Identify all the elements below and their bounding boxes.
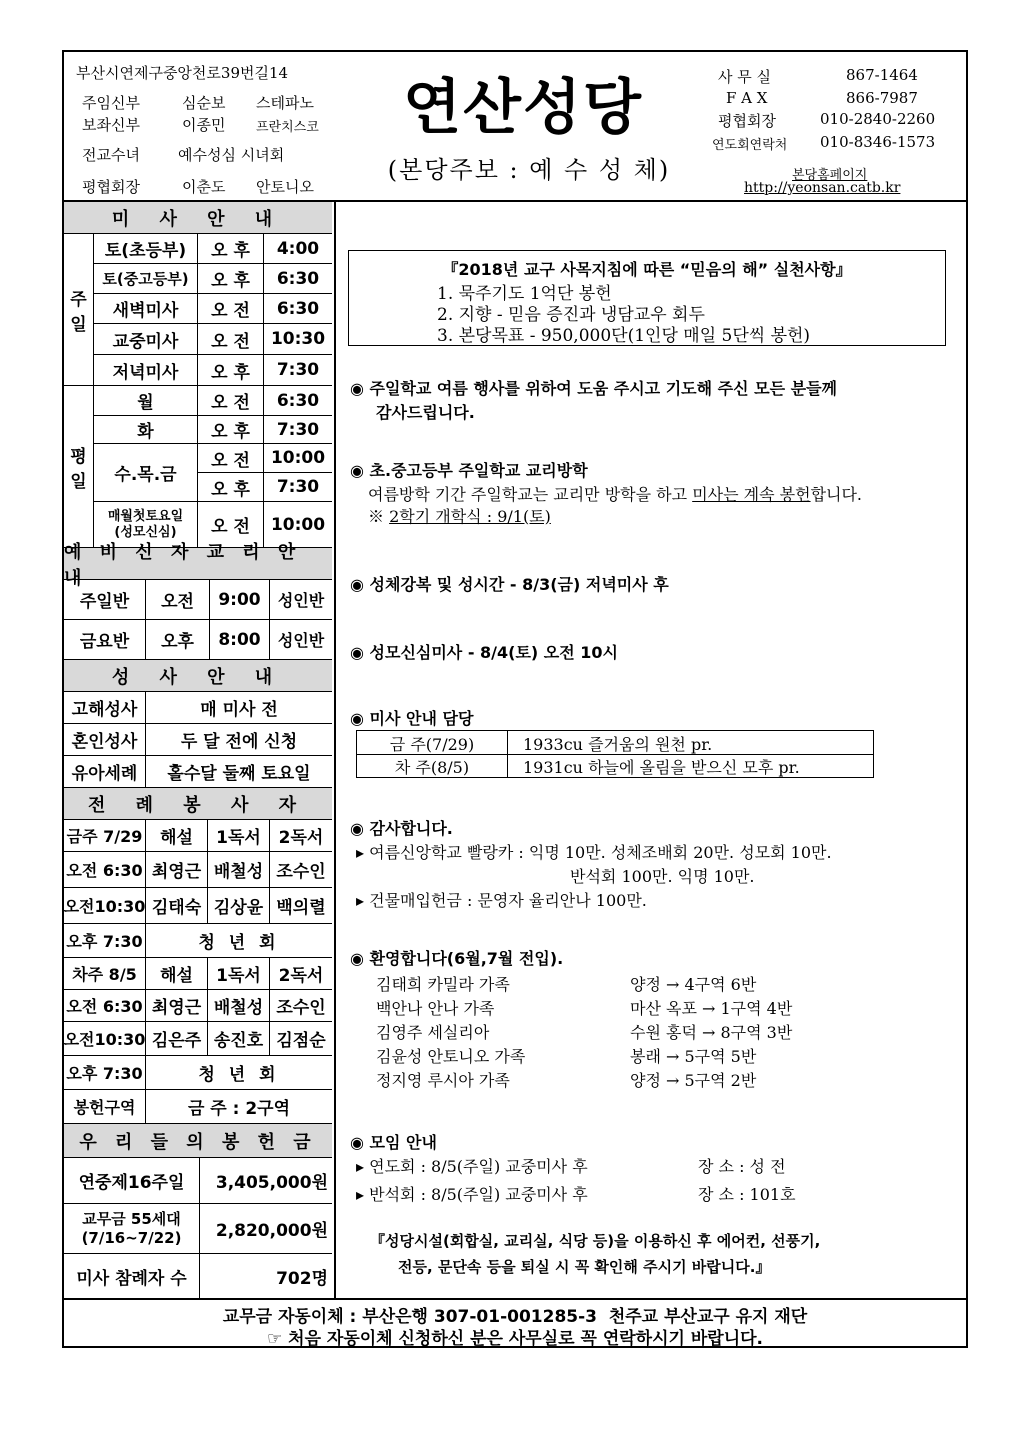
facility-notice: 『성당시설(회합실, 교리실, 식당 등)을 이용하신 후 에어컨, 선풍기, [370,1232,821,1250]
class-ampm: 오전 [146,580,210,619]
contact-label: 사 무 실 [718,68,772,86]
liturgy-evening-row [64,924,332,958]
welcome-move: 양정 → 4구역 6반 [630,975,757,994]
notice-welcome-title: ◉ 환영합니다(6월,7월 전입). [350,949,564,968]
liturgy-person: 백의렬 [276,898,326,918]
notice-adoration: ◉ 성체강복 및 성시간 - 8/3(금) 저녁미사 후 [350,575,669,594]
liturgy-row [64,1022,332,1056]
notice-marian-mass: ◉ 성모신심미사 - 8/4(토) 오전 10시 [350,643,619,662]
mass-time: 7:30 [276,419,320,440]
left-column [64,202,336,1298]
liturgy-row [64,888,332,924]
liturgy-group: 청 년 회 [198,933,280,953]
notice-thanks-summer: ◉ 주일학교 여름 행사를 위하여 도움 주시고 기도해 주신 모든 분들께 [350,379,837,398]
liturgy-person: 배철성 [208,990,270,1021]
mass-name: 저녁미사 [94,355,198,385]
catechumen-heading: 예 비 신 자 교 리 안 내 [64,548,332,580]
staff-name: 예수성심 시녀회 [178,146,285,164]
mass-name: 토(초등부) [94,234,198,263]
liturgy-person: 김점순 [276,1031,326,1051]
facility-notice: 전등, 문단속 등을 퇴실 시 꼭 확인해 주시기 바랍니다.』 [398,1258,771,1276]
contact-value: 010-8346-1573 [820,133,936,151]
mass-row [94,355,332,386]
mass-ampm: 오 후 [198,264,264,293]
liturgy-col: 2독서 [278,966,324,986]
mass-duty-row [357,731,873,755]
mass-name: 수.목.금 [94,444,198,501]
liturgy-person: 최영근 [146,990,208,1021]
duty-week: 차 주(8/5) [394,758,470,777]
staff-role: 평협회장 [82,178,140,196]
class-group: 성인반 [277,591,325,610]
mass-name: 새벽미사 [94,294,198,323]
offering-row [64,1158,332,1204]
liturgy-col: 해설 [146,958,208,989]
staff-baptismal: 프란치스코 [256,120,319,135]
mass-ampm: 오 전 [198,324,264,354]
staff-role: 주임신부 [82,94,140,112]
staff-role: 전교수녀 [82,146,140,164]
contact-value: 866-7987 [846,89,918,107]
mass-ampm: 오 후 [198,234,264,263]
offering-row [64,1254,332,1298]
vacation-text-emphasis: 미사는 계속 봉헌 [692,485,811,504]
meeting-place: 장 소 : 성 전 [698,1157,786,1176]
staff-name: 이종민 [182,116,226,134]
liturgy-time: 오전 6:30 [64,990,146,1021]
mass-time-row [198,473,332,502]
liturgy-person: 김태숙 [146,888,208,923]
notice-thanks-title: ◉ 감사합니다. [350,819,453,838]
liturgy-col: 1독서 [208,958,270,989]
liturgy-person: 김은주 [146,1022,208,1055]
class-time: 9:00 [210,580,270,619]
liturgy-col: 1독서 [208,820,270,851]
liturgy-row [64,852,332,888]
offering-label: 교무금 55세대 (7/16~7/22) [64,1204,200,1253]
mass-guide-heading: 미 사 안 내 [64,202,332,234]
catechumen-row [64,620,332,660]
thanks-line: 반석회 100만. 익명 10만. [570,867,755,886]
mass-name: 교중미사 [94,324,198,354]
sacrament-name: 유아세례 [64,756,146,787]
welcome-name: 정지영 루시아 가족 [376,1071,510,1090]
offering-value: 2,820,000원 [215,1221,328,1241]
mass-row [94,234,332,264]
mass-time: 6:30 [276,268,320,289]
mass-time: 10:00 [270,448,326,468]
meeting-text: ▸ 연도회 : 8/5(주일) 교중미사 후 [356,1157,588,1176]
staff-baptismal: 스테파노 [256,94,314,112]
contact-value: 867-1464 [846,66,918,84]
mass-row [94,416,332,444]
class-name: 주일반 [64,580,146,619]
sacrament-name: 혼인성사 [64,724,146,755]
mass-ampm: 오 전 [198,444,264,472]
mass-time: 6:30 [276,298,320,319]
mass-name: 월 [94,386,198,415]
mass-name: 토(중고등부) [94,264,198,293]
liturgy-person: 송진호 [208,1022,270,1055]
offerings-heading: 우 리 들 의 봉 헌 금 [64,1124,332,1158]
liturgy-week: 금주 7/29 [64,820,146,851]
footer-line: 교무금 자동이체 : 부산은행 307-01-001285-3 천주교 부산교구 유지 재단 [222,1307,808,1327]
offering-zone-row [64,1090,332,1124]
header [64,52,966,202]
mass-time: 4:00 [276,238,320,259]
liturgy-col: 해설 [146,820,208,851]
welcome-name: 김태희 카밀라 가족 [376,975,510,994]
class-name: 금요반 [64,620,146,659]
mass-ampm: 오 후 [198,416,264,443]
notice-vacation-note [368,504,551,527]
mass-ampm: 오 후 [198,355,264,385]
contact-value: 010-2840-2260 [820,110,936,128]
vacation-text: 합니다. [810,485,863,504]
bulletin-frame [62,50,968,1348]
welcome-move: 양정 → 5구역 2반 [630,1071,757,1090]
class-time: 8:00 [210,620,270,659]
pastoral-item: 2. 지향 - 믿음 증진과 냉담교우 회두 [437,305,705,325]
notice-thanks-summer-2: 감사드립니다. [376,403,475,422]
liturgy-row [64,990,332,1022]
sacrament-row [64,756,332,788]
pastoral-box [348,250,946,346]
mass-row [94,324,332,355]
sacrament-name: 고해성사 [64,692,146,723]
address: 부산시연제구중앙천로39번길14 [76,64,289,82]
liturgy-week-row [64,820,332,852]
mass-duty-table [356,730,874,778]
mass-name: 화 [94,416,198,443]
contact-label: 평협회장 [718,112,776,130]
liturgy-time: 오후 7:30 [64,924,146,957]
staff-name: 심순보 [182,94,226,112]
mass-time: 6:30 [276,390,320,411]
catechumen-row [64,580,332,620]
mass-time-row [198,444,332,473]
meeting-place: 장 소 : 101호 [698,1185,796,1204]
sacrament-value: 매 미사 전 [200,700,278,720]
offering-value: 3,405,000원 [215,1173,328,1193]
offering-zone-value: 금 주 : 2구역 [187,1099,291,1119]
note-mark: ※ [368,507,390,526]
sacrament-value: 두 달 전에 신청 [180,732,298,752]
liturgy-week-row [64,958,332,990]
mass-time: 10:30 [270,329,326,349]
footer-line: ☞ 처음 자동이체 신청하신 분은 사무실로 꼭 연락하시기 바랍니다. [266,1329,764,1349]
homepage-link[interactable]: http://yeonsan.catb.kr [744,180,901,196]
note-text: 2학기 개학식 : 9/1(토) [389,507,551,526]
welcome-name: 백안나 안나 가족 [376,999,495,1018]
liturgy-person: 조수인 [276,862,326,882]
staff-role: 보좌신부 [82,116,140,134]
duty-week: 금 주(7/29) [389,735,475,754]
staff-name: 이춘도 [182,178,226,196]
liturgy-time: 오전10:30 [64,888,146,923]
mass-ampm: 오 전 [198,502,264,547]
welcome-name: 김윤성 안토니오 가족 [376,1047,526,1066]
liturgy-time: 오후 7:30 [64,1056,146,1089]
liturgy-time: 오전10:30 [64,1022,146,1055]
duty-detail: 1933cu 즐거움의 원천 pr. [523,735,713,754]
offering-row [64,1204,332,1254]
mass-time: 7:30 [276,477,320,497]
sunday-label: 주 일 [64,234,94,385]
staff-baptismal: 안토니오 [256,178,314,196]
sacrament-value: 홀수달 둘째 토요일 [167,764,311,784]
mass-time: 10:00 [270,514,326,535]
contact-label: 연도회연락처 [712,138,788,153]
homepage-label: 본당홈페이지 [792,168,868,183]
liturgy-evening-row [64,1056,332,1090]
meeting-text: ▸ 반석회 : 8/5(주일) 교중미사 후 [356,1185,588,1204]
liturgy-person: 조수인 [276,998,326,1018]
notice-meeting-title: ◉ 모임 안내 [350,1133,437,1152]
liturgy-time: 오전 6:30 [64,852,146,887]
mass-row [94,386,332,416]
welcome-move: 봉래 → 5구역 5반 [630,1047,757,1066]
sacrament-row [64,724,332,756]
mass-ampm: 오 전 [198,386,264,415]
offering-label: 연중제16주일 [64,1158,200,1203]
class-group: 성인반 [277,631,325,650]
mass-ampm: 오 후 [198,473,264,501]
page-subtitle: (본당주보 : 예 수 성 체) [387,156,671,184]
mass-name: 매월첫토요일 (성모신심) [94,502,198,547]
welcome-name: 김영주 세실리아 [376,1023,490,1042]
liturgy-person: 최영근 [146,852,208,887]
pastoral-title: 『2018년 교구 사목지침에 따른 “믿음의 해” 실천사항』 [442,260,852,279]
notice-mass-duty-title: ◉ 미사 안내 담당 [350,709,474,728]
weekday-label: 평 일 [64,386,94,547]
liturgy-group: 청 년 회 [198,1065,280,1085]
offering-value: 702명 [276,1268,328,1289]
duty-detail: 1931cu 하늘에 올림을 받으신 모후 pr. [523,758,800,777]
liturgy-heading: 전 례 봉 사 자 [64,788,332,820]
notice-vacation-line [368,482,862,505]
vacation-text: 여름방학 기간 주일학교는 교리만 방학을 하고 [368,485,693,504]
footer [64,1298,966,1348]
sacraments-heading: 성 사 안 내 [64,660,332,692]
pastoral-item: 1. 묵주기도 1억단 봉헌 [437,284,612,304]
thanks-line: ▸ 여름신앙학교 빨랑카 : 익명 10만. 성체조배회 20만. 성모회 10만. [356,843,832,862]
page-title: 연산성당 [403,73,643,143]
offering-label: 미사 참례자 수 [64,1254,200,1298]
liturgy-person: 배철성 [208,852,270,887]
offering-zone-label: 봉헌구역 [64,1090,146,1123]
liturgy-col: 2독서 [278,828,324,848]
welcome-move: 마산 옥포 → 1구역 4반 [630,999,793,1018]
contact-label: F A X [726,89,768,107]
mass-time: 7:30 [276,360,320,380]
mass-duty-row [357,754,873,777]
notice-vacation-title: ◉ 초.중고등부 주일학교 교리방학 [350,461,588,480]
pastoral-item: 3. 본당목표 - 950,000단(1인당 매일 5단씩 봉헌) [437,326,811,346]
class-ampm: 오후 [146,620,210,659]
thanks-line: ▸ 건물매입헌금 : 문영자 율리안나 100만. [356,891,647,910]
liturgy-week: 차주 8/5 [64,958,146,989]
welcome-move: 수원 홍덕 → 8구역 3반 [630,1023,793,1042]
liturgy-person: 김상윤 [208,888,270,923]
right-column [336,202,966,1298]
mass-row [94,264,332,294]
mass-row [94,294,332,324]
sacrament-row [64,692,332,724]
mass-ampm: 오 전 [198,294,264,323]
